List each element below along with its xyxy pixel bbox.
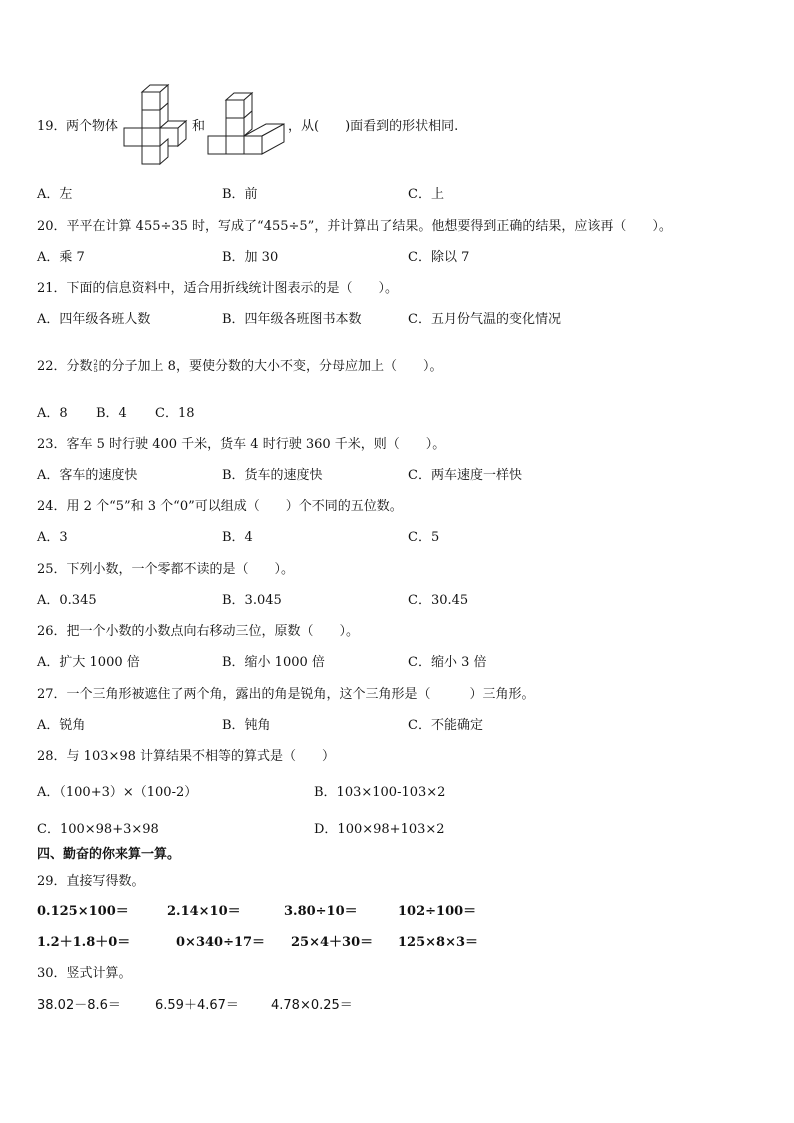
q25-text: 25．下列小数，一个零都不读的是（ ）。 (37, 562, 295, 577)
q30-item-3: 4.78×0.25＝ (271, 998, 353, 1013)
q28-option-d: D．100×98+103×2 (314, 822, 445, 837)
q22-fraction-numerator: 2 (93, 358, 98, 367)
q21-option-c: C．五月份气温的变化情况 (408, 312, 561, 327)
q20-text: 20．平平在计算 455÷35 时，写成了“455÷5”，并计算出了结果。他想要得到正确的结果，应该再（ ）。 (37, 219, 672, 234)
q23-option-c: C．两车速度一样快 (408, 468, 522, 483)
q26-option-c: C．缩小 3 倍 (408, 655, 487, 670)
q28-option-a: A．（100+3）×（100-2） (37, 785, 198, 800)
q27-option-a: A．锐角 (37, 718, 86, 733)
q22-text-b: 的分子加上 8，要使分数的大小不变，分母应加上（ ）。 (98, 359, 443, 374)
q30-item-2: 6.59＋4.67＝ (155, 998, 239, 1013)
q29-row2-item-3: 25×4＋30＝ (291, 935, 374, 950)
q23-option-a: A．客车的速度快 (37, 468, 138, 483)
q30-item-1: 38.02－8.6＝ (37, 998, 121, 1013)
q29-row2-item-1: 1.2＋1.8＋0＝ (37, 935, 131, 950)
q22-option-b: B．4 (96, 406, 127, 421)
q25-option-c: C．30.45 (408, 593, 469, 608)
q22-option-c: C．18 (155, 406, 195, 421)
q19-text-c: ，从( )面看到的形状相同. (288, 119, 459, 134)
q29-row2-item-2: 0×340÷17＝ (176, 935, 266, 950)
q27-option-c: C．不能确定 (408, 718, 483, 733)
q19-number: 19． (37, 119, 67, 134)
q24-option-c: C．5 (408, 530, 440, 545)
q19-option-b: B．前 (222, 187, 258, 202)
q22-option-a: A．8 (37, 406, 68, 421)
q20-option-c: C．除以 7 (408, 250, 470, 265)
section-4-title: 四、勤奋的你来算一算。 (37, 847, 181, 862)
q24-option-a: A．3 (37, 530, 68, 545)
q29-row1-item-3: 3.80÷10＝ (284, 904, 358, 919)
q26-option-b: B．缩小 1000 倍 (222, 655, 325, 670)
q25-option-b: B．3.045 (222, 593, 282, 608)
q23-option-b: B．货车的速度快 (222, 468, 323, 483)
q30-text: 30．竖式计算。 (37, 966, 132, 981)
cube-stack-figure-1-icon (122, 82, 192, 170)
cube-stack-figure-2-icon (204, 92, 290, 164)
q29-row1-item-2: 2.14×10＝ (167, 904, 241, 919)
q19-text-a: 两个物体 (66, 119, 119, 134)
q21-text: 21．下面的信息资料中，适合用折线统计图表示的是（ ）。 (37, 281, 399, 296)
q28-option-c: C．100×98+3×98 (37, 822, 159, 837)
q21-option-a: A．四年级各班人数 (37, 312, 151, 327)
q29-row2-item-4: 125×8×3＝ (398, 935, 479, 950)
q20-option-b: B．加 30 (222, 250, 279, 265)
q23-text: 23．客车 5 时行驶 400 千米，货车 4 时行驶 360 千米，则（ ）。 (37, 437, 446, 452)
q29-text: 29．直接写得数。 (37, 874, 145, 889)
q19-option-c: C．上 (408, 187, 444, 202)
q28-option-b: B．103×100-103×2 (314, 785, 446, 800)
q19-text-b: 和 (192, 119, 206, 134)
q25-option-a: A．0.345 (37, 593, 97, 608)
q20-option-a: A．乘 7 (37, 250, 85, 265)
q24-text: 24．用 2 个“5”和 3 个“0”可以组成（ ）个不同的五位数。 (37, 499, 403, 514)
q22-fraction-denominator: 5 (93, 365, 98, 374)
q21-option-b: B．四年级各班图书本数 (222, 312, 362, 327)
q26-option-a: A．扩大 1000 倍 (37, 655, 140, 670)
q29-row1-item-1: 0.125×100＝ (37, 904, 129, 919)
q19-option-a: A．左 (37, 187, 73, 202)
q28-text: 28．与 103×98 计算结果不相等的算式是（ ） (37, 749, 336, 764)
q22-text (37, 358, 442, 376)
q29-row1-item-4: 102÷100＝ (398, 904, 477, 919)
q24-option-b: B．4 (222, 530, 253, 545)
q27-option-b: B．钝角 (222, 718, 271, 733)
q26-text: 26．把一个小数的小数点向右移动三位，原数（ ）。 (37, 624, 360, 639)
q22-text-a: 22．分数 (37, 359, 93, 374)
q27-text: 27．一个三角形被遮住了两个角，露出的角是锐角，这个三角形是（ ）三角形。 (37, 687, 535, 702)
